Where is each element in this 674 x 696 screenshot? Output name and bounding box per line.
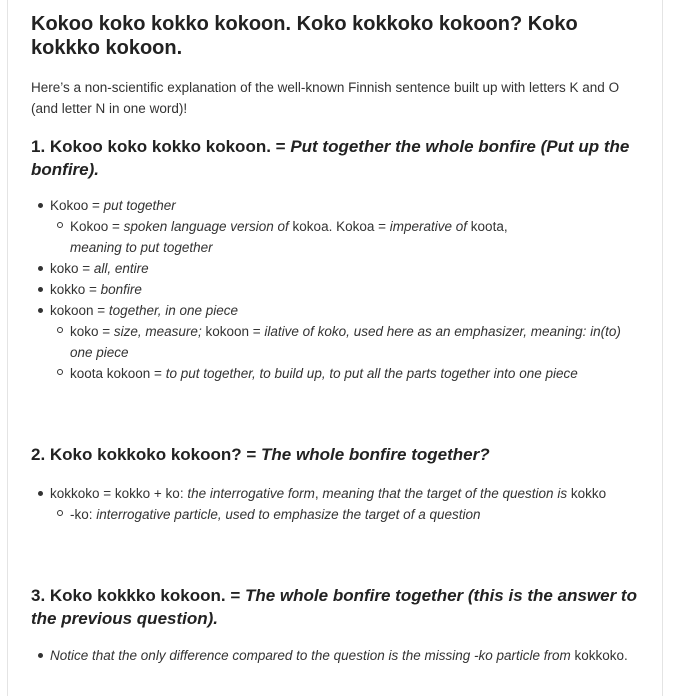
sub-list-item <box>70 216 640 258</box>
section-3-list <box>50 645 640 666</box>
item-term: Kokoo = <box>70 219 124 234</box>
item-meaning: meaning to put together <box>70 240 213 255</box>
item-meaning: interrogative particle, used to emphasize the target of a question <box>96 507 481 522</box>
sub-list <box>50 321 640 384</box>
item-meaning: meaning that the target of the question is <box>322 486 571 501</box>
sub-list-item <box>70 363 640 384</box>
list-item <box>50 483 640 525</box>
section-3-heading-text: 3. Koko kokkko kokoon. = <box>31 586 245 605</box>
list-item <box>50 279 640 300</box>
item-meaning: together, in one piece <box>108 303 239 318</box>
item-meaning: used here as an emphasizer, meaning: in(to) one piece <box>70 324 621 360</box>
item-meaning: ilative of koko, <box>264 324 350 339</box>
list-item <box>50 258 640 279</box>
item-meaning: Notice that the only difference compared to the question is the missing -ko particle from <box>50 648 575 663</box>
sub-list-item <box>70 321 640 363</box>
section-3-heading-translation: The whole bonfire together (this is the answer to the previous question). <box>31 586 637 628</box>
list-item <box>50 195 640 258</box>
section-2-list <box>50 483 640 525</box>
item-term: kokko <box>570 486 607 501</box>
item-meaning: all, entire <box>93 261 149 276</box>
item-term: -ko: <box>70 507 97 522</box>
item-term: kokoa. Kokoa = <box>292 219 390 234</box>
item-term: koota, <box>470 219 508 234</box>
item-meaning: imperative of <box>389 219 471 234</box>
item-term: Kokoo = <box>50 198 104 213</box>
sub-list <box>50 504 640 525</box>
item-term: koko = <box>50 261 94 276</box>
sub-list <box>50 216 640 258</box>
section-2-heading <box>31 443 643 466</box>
intro-paragraph: Here’s a non-scientific explanation of the well-known Finnish sentence built up with letters K and O (and letter N in one word)! <box>31 80 620 116</box>
item-meaning: the interrogative form <box>187 486 315 501</box>
section-2-heading-text: 2. Koko kokkoko kokoon? = <box>31 445 262 464</box>
item-term: kokko = <box>50 282 101 297</box>
section-2-heading-translation: The whole bonfire together? <box>261 445 490 464</box>
item-meaning: to put together, to build up, to put all the parts together into one piece <box>165 366 578 381</box>
item-term: koko = <box>70 324 114 339</box>
item-term: , <box>314 486 323 501</box>
item-meaning: put together <box>103 198 176 213</box>
section-1-heading-text: 1. Kokoo koko kokko kokoon. = <box>31 137 291 156</box>
item-meaning: spoken language version of <box>123 219 293 234</box>
item-term: kokkoko. <box>574 648 628 663</box>
item-term: kokkoko = kokko + ko: <box>50 486 188 501</box>
item-term: kokoon = <box>50 303 109 318</box>
sub-list-item <box>70 504 640 525</box>
page-title: Kokoo koko kokko kokoon. Koko kokkoko kokoon? Koko kokkko kokoon. <box>31 13 578 59</box>
section-3-heading <box>31 584 643 630</box>
item-term: kokoon = <box>201 324 265 339</box>
item-meaning: bonfire <box>100 282 142 297</box>
section-1-heading <box>31 135 643 181</box>
list-item <box>50 645 640 666</box>
section-1-heading-translation: Put together the whole bonfire (Put up the bonfire). <box>31 137 630 179</box>
list-item <box>50 300 640 384</box>
section-1-list <box>50 195 640 384</box>
item-term: koota kokoon = <box>70 366 166 381</box>
item-meaning: size, measure; <box>113 324 202 339</box>
